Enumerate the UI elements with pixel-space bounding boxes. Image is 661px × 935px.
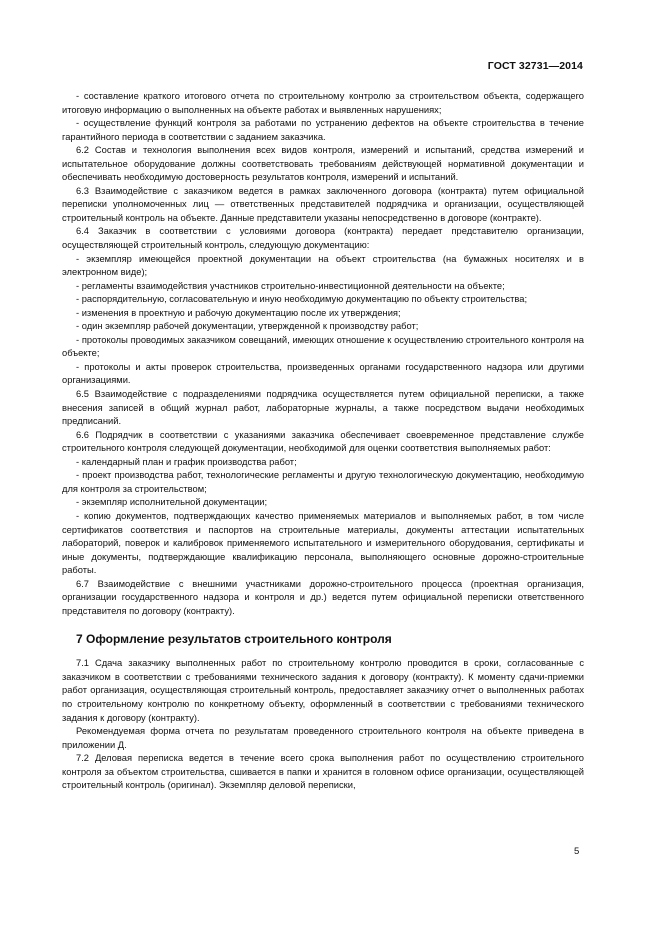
paragraph: - регламенты взаимодействия участников строительно-инвестиционной деятельности на объекте; — [76, 280, 505, 291]
paragraph: - протоколы и акты проверок строительства, произведенных органами государственного надзора или другими организациями. — [62, 361, 584, 386]
paragraph: - экземпляр исполнительной документации; — [76, 497, 268, 508]
paragraph: - экземпляр имеющейся проектной документации на объект строительства (на бумажных носителях и в электронном виде); — [62, 253, 584, 278]
paragraph: - один экземпляр рабочей документации, утвержденной к производству работ; — [76, 321, 419, 332]
section-heading: 7 Оформление результатов строительного контроля — [76, 632, 392, 647]
paragraph: - изменения в проектную и рабочую документацию после их утверждения; — [76, 307, 401, 318]
paragraph: 6.7 Взаимодействие с внешними участниками дорожно-строительного процесса (проектная организация, организации государственного надзора и контроля и др.) ведется путем официальной переписки ответственного представителя по договору (контракту). — [62, 578, 584, 616]
document-code: ГОСТ 32731—2014 — [487, 60, 583, 72]
paragraph: 6.4 Заказчик в соответствии с условиями договора (контракта) передает представителю организации, осуществляющей строительный контроль, следующую документацию: — [62, 226, 584, 251]
paragraph: - осуществление функций контроля за работами по устранению дефектов на объекте строительства в течение гарантийного периода в соответствии с заданием заказчика. — [62, 118, 584, 142]
paragraph: - составление краткого итогового отчета по строительному контролю за строительством объекта, содержащего итоговую информацию о выполненных на объекте работах и выявленных нарушениях; — [62, 91, 584, 115]
paragraph: - протоколы проводимых заказчиком совещаний, имеющих отношение к осуществлению строительного контроля на объекте; — [62, 334, 584, 359]
paragraph: 6.2 Состав и технология выполнения всех видов контроля, измерений и испытаний, средства измерений и испытательное оборудование должны соответствовать требованиям действующей нормативной документации и обеспечивать необходимую достоверность результатов контроля, измерений и испытаний. — [62, 145, 584, 183]
page-number: 5 — [574, 846, 580, 857]
paragraph: 7.1 Сдача заказчику выполненных работ по строительному контролю проводится в сроки, согласованные с заказчиком в соответствии с требованиями технического задания к договору (контракту). К моменту сдачи-приемки работ организация, осуществляющая строительный контроль, предоставляет заказчику отчет о выполненных работах по строительному контролю по конкретному объекту, оформленный в соответствии с требованиями технического задания к договору (контракту). — [62, 658, 584, 723]
paragraph: - распорядительную, согласовательную и иную необходимую документацию по объекту строительства; — [76, 294, 528, 305]
paragraph: - копию документов, подтверждающих качество применяемых материалов и выполняемых работ, в том числе сертификатов соответствия и паспортов на строительные материалы, документы аттестации испытательных лабораторий, поверок и калибровок применяемого испытательного и измерительного оборудования, сертификаты и иные документы, подтверждающие квалификацию персонала, выполняющего основные дорожно-строительные работы. — [62, 510, 584, 576]
paragraph: Рекомендуемая форма отчета по результатам проведенного строительного контроля на объекте приведена в приложении Д. — [62, 726, 584, 750]
paragraph: 6.5 Взаимодействие с подразделениями подрядчика осуществляется путем официальной переписки, а также внесения записей в общий журнал работ, лабораторные журналы, а также посредством выдачи необходимых предписаний. — [62, 389, 584, 427]
paragraph: - календарный план и график производства работ; — [76, 456, 297, 467]
paragraph: 6.6 Подрядчик в соответствии с указаниями заказчика обеспечивает своевременное представление службе строительного контроля следующей документации, необходимой для оценки соответствия выполняемых работ: — [62, 429, 584, 454]
paragraph: - проект производства работ, технологические регламенты и другую технологическую документацию, необходимую для контроля за строительством; — [62, 470, 584, 494]
paragraph: 7.2 Деловая переписка ведется в течение всего срока выполнения работ по осуществлению строительного контроля за объектом строительства, сшивается в папки и хранится в головном офисе организации, осуществляющей строительный контроль (оригинал). Экземпляр деловой переписки, — [62, 753, 584, 791]
document-body — [62, 90, 584, 793]
paragraph: 6.3 Взаимодействие с заказчиком ведется в рамках заключенного договора (контракта) путем официальной переписки уполномоченных лиц — ответственных представителей подрядчика и организации, осуществляющей строительный контроль на объекте. Данные представители указаны непосредственно в договоре (контракте). — [62, 185, 584, 223]
